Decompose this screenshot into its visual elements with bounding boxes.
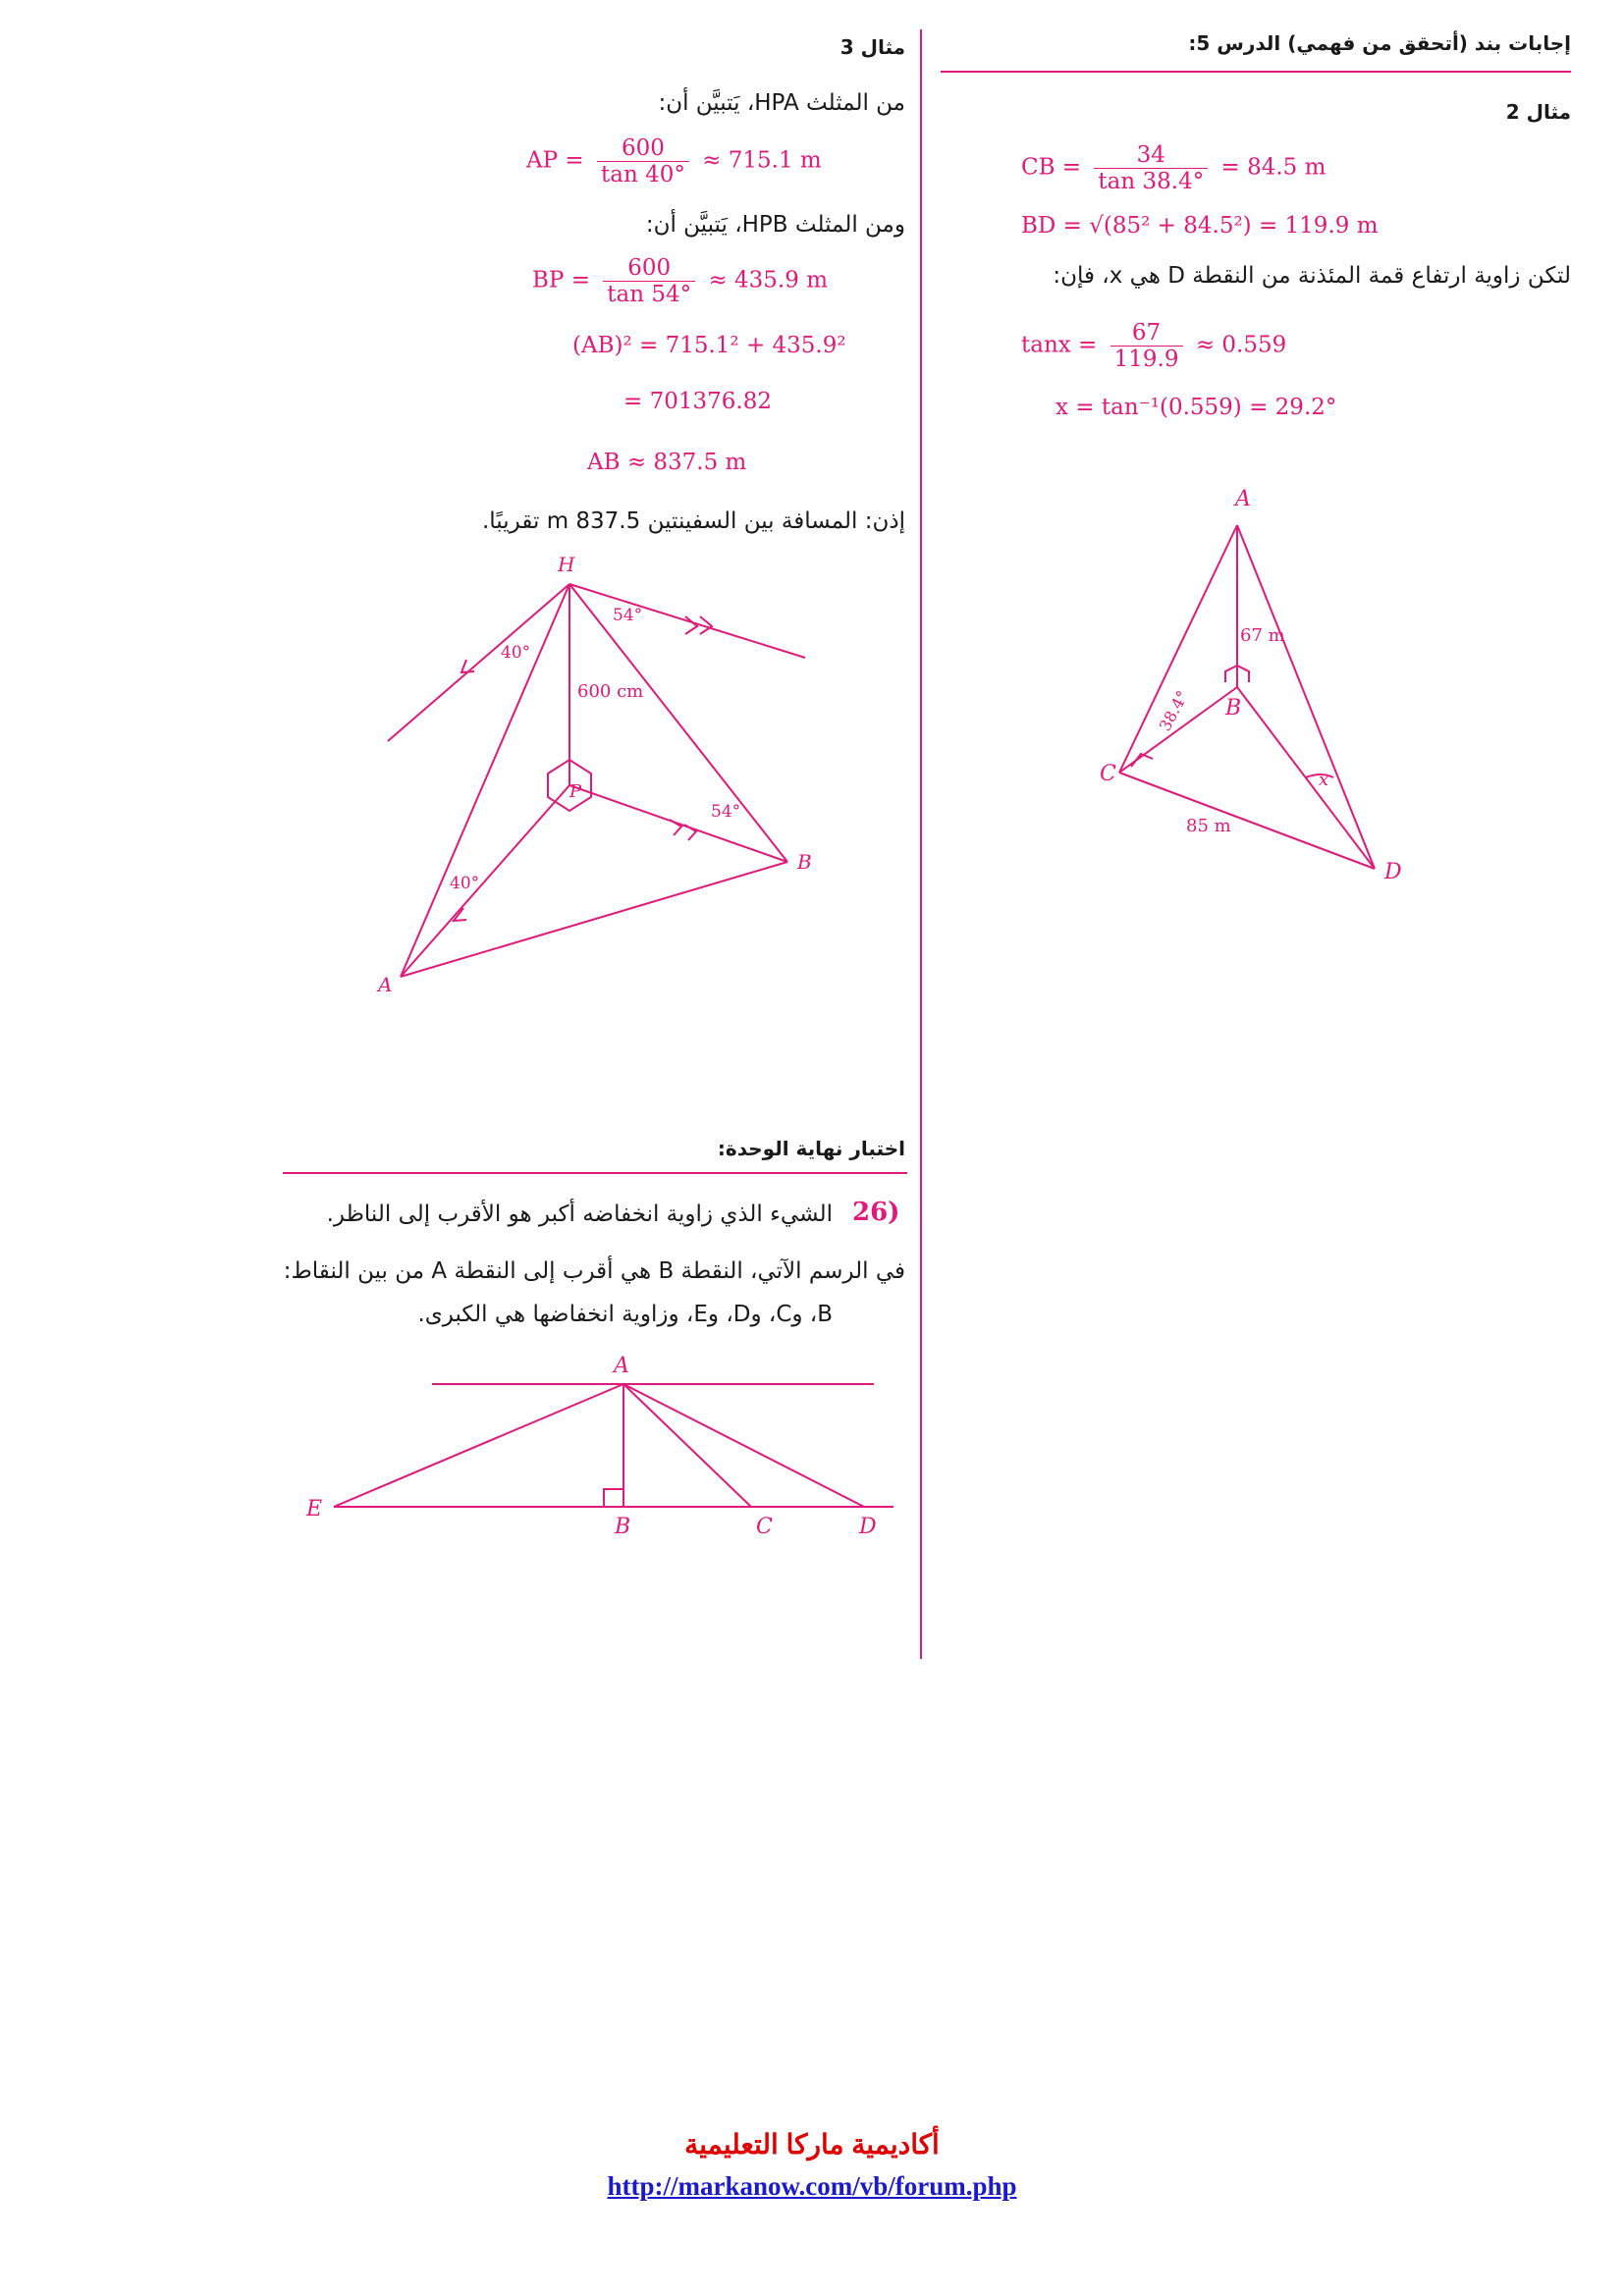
eq-tan-rhs: ≈ 0.559	[1195, 332, 1287, 358]
eq-bp-num: 600	[627, 255, 672, 281]
question-number: 26)	[852, 1198, 900, 1227]
fig-label-a: A	[1235, 487, 1251, 511]
fig-base: 85 m	[1186, 816, 1231, 836]
text-hpa: من المثلث HPA، يَتبيَّن أن:	[658, 90, 905, 116]
eq-ap	[526, 135, 822, 187]
eq-ap-lhs: AP =	[526, 147, 584, 174]
eq-x: x = tan⁻¹(0.559) = 29.2°	[1056, 395, 1337, 420]
ships-label-a: A	[378, 973, 393, 996]
eq-bp-den: tan 54°	[603, 281, 695, 307]
ships-height: 600 cm	[577, 681, 644, 702]
eq-cb	[1021, 142, 1326, 194]
eq-cb-den: tan 38.4°	[1094, 168, 1208, 194]
fig-angle: 38.4°	[1155, 687, 1193, 734]
eq-tan-lhs: tanx =	[1021, 332, 1098, 358]
fig-height: 67 m	[1240, 625, 1285, 646]
eq-bp-lhs: BP =	[532, 267, 590, 294]
dep-label-c: C	[756, 1515, 773, 1539]
minaret-diagram	[1080, 481, 1453, 893]
eq-tan-den: 119.9	[1110, 346, 1183, 372]
title-rule	[941, 71, 1571, 73]
eq-ab-value: = 701376.82	[623, 389, 772, 414]
ships-diagram	[373, 550, 815, 1011]
eq-cb-rhs: = 84.5 m	[1220, 154, 1326, 181]
unit-test-rule	[283, 1172, 907, 1174]
depression-diagram	[295, 1345, 903, 1541]
ships-angle-54-top: 54°	[613, 606, 643, 625]
ships-label-p: P	[569, 781, 582, 802]
angle-text: لتكن زاوية ارتفاع قمة المئذنة من النقطة D هي x، فإن:	[1053, 263, 1571, 289]
academy-name: أكاديمية ماركا التعليمية	[684, 2129, 940, 2160]
eq-ab-squared: (AB)² = 715.1² + 435.9²	[572, 333, 846, 358]
ships-angle-40-top: 40°	[501, 643, 531, 663]
example-3-label: مثال 3	[839, 35, 905, 59]
question-text: الشيء الذي زاوية انخفاضه أكبر هو الأقرب إلى الناظر.	[326, 1201, 833, 1227]
eq-bp	[532, 255, 828, 307]
fig-label-b: B	[1225, 696, 1242, 721]
ships-label-h: H	[558, 553, 575, 576]
eq-ab: AB ≈ 837.5 m	[587, 450, 747, 475]
eq-tan	[1021, 320, 1286, 372]
eq-tan-num: 67	[1131, 320, 1162, 346]
eq-bp-rhs: ≈ 435.9 m	[708, 267, 829, 294]
eq-bd: BD = √(85² + 84.5²) = 119.9 m	[1021, 213, 1379, 239]
ships-label-b: B	[797, 850, 812, 874]
fig-label-d: D	[1384, 860, 1402, 884]
ships-angle-54-bottom: 54°	[711, 802, 741, 822]
question-explanation-2: B، وC، وD، وE، وزاوية انخفاضها هي الكبرى.	[417, 1302, 833, 1327]
dep-label-b: B	[615, 1515, 631, 1539]
eq-cb-num: 34	[1136, 142, 1165, 168]
dep-label-e: E	[306, 1497, 323, 1522]
dep-label-a: A	[614, 1354, 629, 1378]
eq-ap-num: 600	[621, 135, 665, 161]
column-divider	[920, 29, 922, 1659]
forum-link[interactable]: http://markanow.com/vb/forum.php	[607, 2171, 1017, 2201]
eq-cb-lhs: CB =	[1021, 154, 1082, 181]
fig-x: x	[1319, 770, 1329, 790]
answers-title: إجابات بند (أتحقق من فهمي) الدرس 5:	[1188, 31, 1571, 55]
eq-ap-rhs: ≈ 715.1 m	[702, 147, 822, 174]
text-hpb: ومن المثلث HPB، يَتبيَّن أن:	[645, 212, 905, 238]
example-2-label: مثال 2	[1505, 100, 1571, 124]
eq-ap-den: tan 40°	[597, 161, 689, 187]
unit-test-title: اختبار نهاية الوحدة:	[717, 1137, 905, 1160]
question-explanation-1: في الرسم الآتي، النقطة B هي أقرب إلى النقطة A من بين النقاط:	[283, 1258, 905, 1284]
ships-angle-40-bottom: 40°	[450, 874, 480, 893]
fig-label-c: C	[1100, 762, 1116, 786]
dep-label-d: D	[859, 1515, 877, 1539]
conclusion-text: إذن: المسافة بين السفينتين 837.5 m تقريبًا.	[481, 508, 905, 534]
